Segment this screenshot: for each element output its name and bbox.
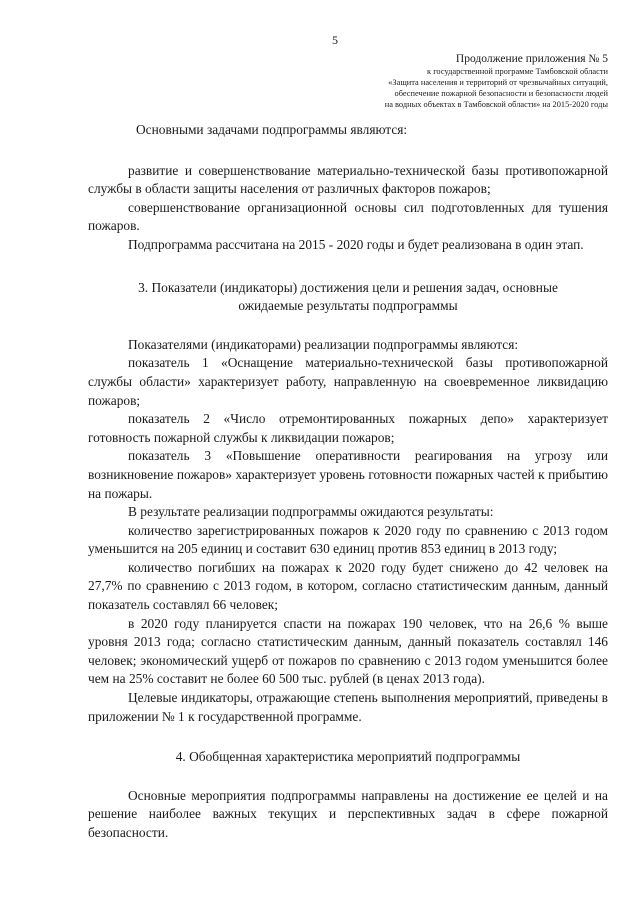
appendix-line-2: «Защита населения и территорий от чрезвычайных ситуаций, [388,78,608,87]
indicators-intro: Показателями (индикаторами) реализации подпрограммы являются: [128,336,519,352]
appendix-header [288,52,608,110]
targets-note: Целевые индикаторы, отражающие степень выполнения мероприятий, приведены в приложении № 1 к государственной программе. [88,690,608,724]
results-intro: В результате реализации подпрограммы ожидаются результаты: [128,504,494,520]
result-1: количество зарегистрированных пожаров к 2020 году по сравнению с 2013 годом уменьшится на 205 единиц и составит 630 единиц против 853 единиц в 2013 году; [88,522,608,557]
section-4-title: 4. Обобщенная характеристика мероприятий подпрограммы [175,749,521,765]
appendix-line-4: на водных объектах в Тамбовской области» на 2015-2020 годы [384,100,608,109]
document-body [88,121,608,843]
appendix-line-3: обеспечение пожарной безопасности и безопасности людей [394,89,608,98]
task-1: развитие и совершенствование материально-технической базы противопожарной службы в области защиты населения от различных факторов пожаров; [88,162,608,197]
indicator-2: показатель 2 «Число отремонтированных пожарных депо» характеризует готовность пожарной службы к ликвидации пожаров; [88,411,608,445]
section-3-title: 3. Показатели (индикаторы) достижения цели и решения задач, основные ожидаемые результаты подпрограммы [138,279,558,314]
page-number: 5 [332,33,338,47]
program-period: Подпрограмма рассчитана на 2015 - 2020 годы и будет реализована в один этап. [128,236,584,252]
task-2: совершенствование организационной основы сил подготовленных для тушения пожаров. [88,199,608,234]
result-2: количество погибших на пожарах к 2020 году будет снижено до 42 человек на 27,7% по сравнению с 2013 годом, в котором, согласно статистическим данным, данный показатель составлял 66 человек; [88,559,608,613]
tasks-intro: Основными задачами подпрограммы являются: [136,122,408,137]
indicator-3: показатель 3 «Повышение оперативности реагирования на угрозу или возникновение пожаров» характеризует уровень готовности пожарных частей к прибытию на пожары. [88,448,608,501]
indicator-1: показатель 1 «Оснащение материально-технической базы противопожарной службы области» характеризует работу, направленную на своевременное ликвидацию пожаров; [88,355,608,408]
appendix-line-1: к государственной программе Тамбовской области [427,67,608,76]
result-3: в 2020 году планируется спасти на пожарах 190 человек, что на 26,6 % выше уровня 2013 года; согласно статистическим данным, данный показатель составлял 146 человек; экономический ущерб от пожаров по сравнению с 2013 годом уменьшится более чем на 25% составит не более 60 500 тыс. рублей (в ценах 2013 года). [88,615,608,687]
appendix-title: Продолжение приложения № 5 [455,53,608,65]
section-4-text: Основные мероприятия подпрограммы направлены на достижение ее целей и на решение наиболее важных текущих и перспективных задач в сфере пожарной безопасности. [88,787,608,840]
